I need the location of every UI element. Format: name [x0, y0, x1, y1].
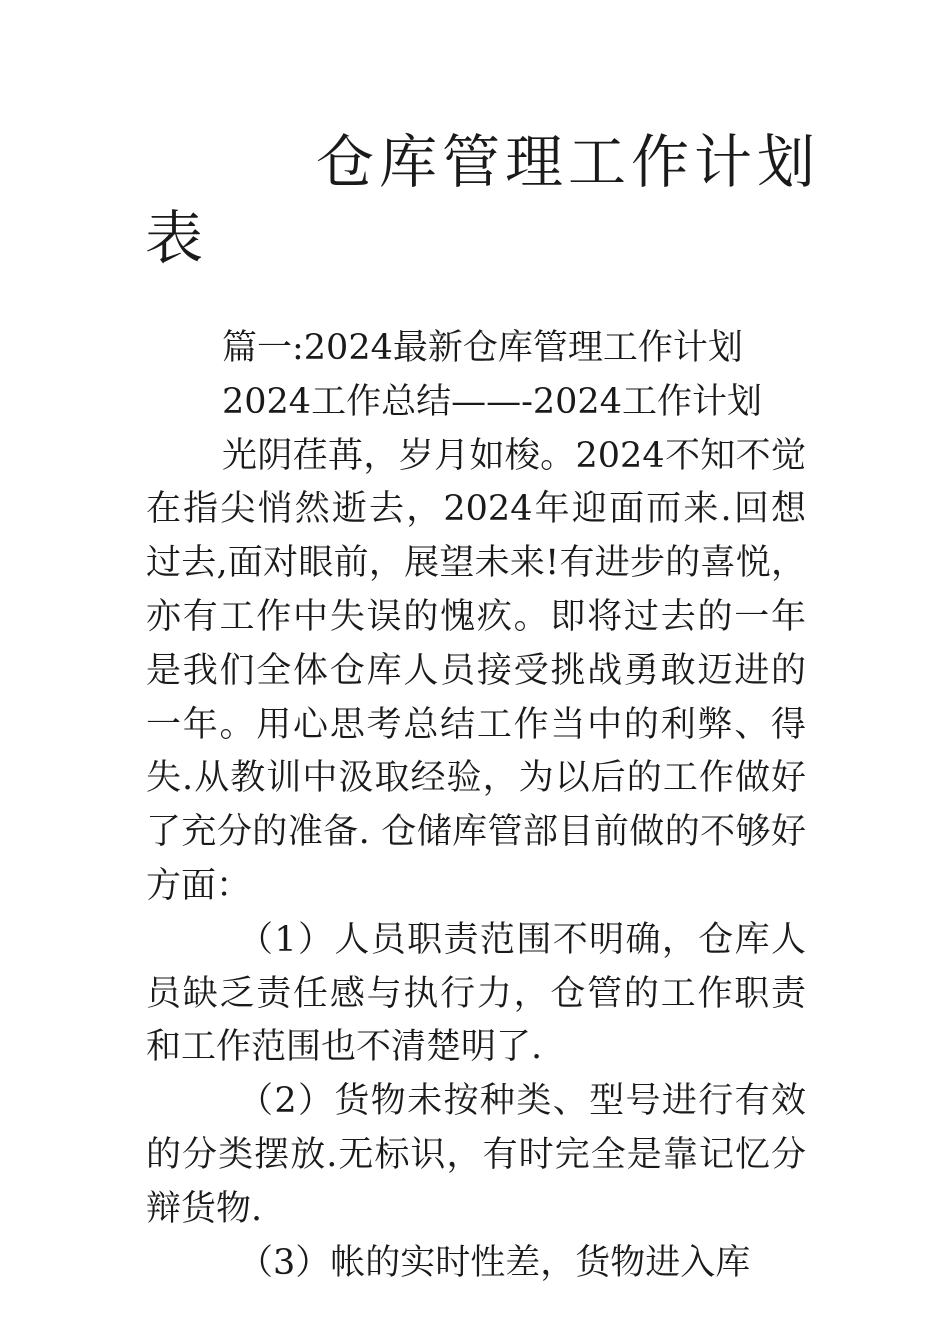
- document-title-continued: 表: [145, 204, 209, 272]
- list-item-2: （2）货物未按种类、型号进行有效的分类摆放.无标识，有时完全是靠记忆分辩货物.: [146, 1081, 806, 1229]
- section-subheading: 2024工作总结——-2024工作计划: [222, 381, 762, 422]
- section-heading: 篇一:2024最新仓库管理工作计划: [222, 328, 743, 368]
- document-body: [146, 322, 806, 1290]
- intro-paragraph: 光阴荏苒，岁月如梭。2024不知不觉在指尖悄然逝去，2024年迎面而来.回想过去,面对眼前，展望未来!有进步的喜悦，亦有工作中失误的愧疚。即将过去的一年是我们全体仓库人员接受挑战勇敢迈进的一年。用心思考总结工作当中的利弊、得失.从教训中汲取经验，为以后的工作做好了充分的准备. 仓储库管部目前做的不够好方面：: [146, 435, 806, 906]
- document-title: 仓库管理工作计划: [316, 128, 821, 196]
- list-item-3: （3）帐的实时性差，货物进入库: [238, 1242, 751, 1283]
- list-item-1: （1）人员职责范围不明确，仓库人员缺乏责任感与执行力，仓管的工作职责和工作范围也不清楚明了.: [146, 919, 806, 1068]
